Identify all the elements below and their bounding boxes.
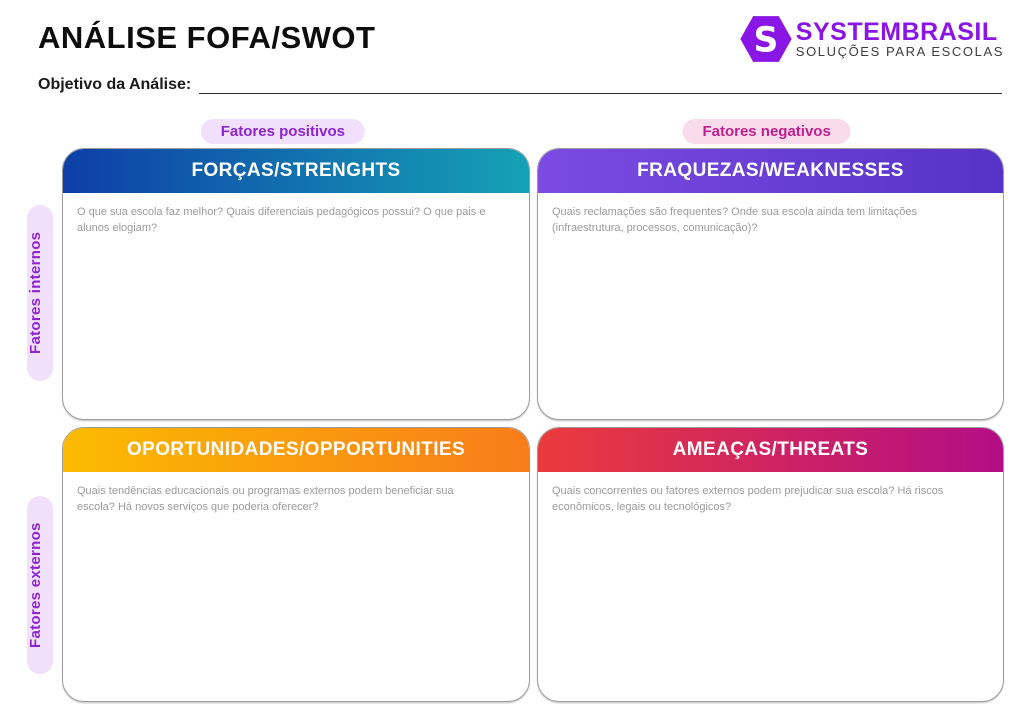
page-title: ANÁLISE FOFA/SWOT — [38, 20, 376, 55]
analysis-objective-row — [38, 76, 1002, 94]
quadrant-threats — [537, 427, 1004, 702]
quadrant-strengths-header: FORÇAS/STRENGHTS — [63, 149, 529, 193]
column-label-positive-factors: Fatores positivos — [201, 119, 365, 144]
quadrant-weaknesses-notes-area[interactable]: Quais reclamações são frequentes? Onde sua escola ainda tem limitações (infraestrutura, processos, comunicação)? — [552, 206, 918, 234]
quadrant-opportunities-header: OPORTUNIDADES/OPPORTUNITIES — [63, 428, 529, 472]
quadrant-opportunities — [62, 427, 530, 702]
quadrant-strengths — [62, 148, 530, 420]
row-label-external-factors: Fatores externos — [27, 496, 53, 674]
quadrant-weaknesses — [537, 148, 1004, 420]
brand-logo — [738, 10, 1004, 68]
quadrant-threats-header: AMEAÇAS/THREATS — [538, 428, 1003, 472]
quadrant-threats-notes-area[interactable]: Quais concorrentes ou fatores externos podem prejudicar sua escola? Há riscos econômicos, legais ou tecnológicos? — [552, 485, 944, 513]
quadrant-opportunities-notes-area[interactable]: Quais tendências educacionais ou programas externos podem beneficiar sua escola? Há novos serviços que poderia oferecer? — [77, 485, 454, 513]
analysis-objective-label: Objetivo da Análise: — [38, 76, 192, 93]
analysis-objective-input-line[interactable] — [199, 78, 1002, 94]
column-label-negative-factors: Fatores negativos — [682, 119, 850, 144]
logo-brand-name: SYSTEMBRASIL — [795, 18, 998, 47]
hexagon-s-logo-icon — [738, 10, 794, 68]
logo-text — [796, 19, 1004, 59]
quadrant-strengths-notes-area[interactable]: O que sua escola faz melhor? Quais diferenciais pedagógicos possui? O que pais e alunos elogiam? — [77, 206, 486, 234]
quadrant-weaknesses-header: FRAQUEZAS/WEAKNESSES — [538, 149, 1003, 193]
svg-text:S: S — [753, 20, 779, 61]
logo-tagline: SOLUÇÕES PARA ESCOLAS — [795, 44, 1004, 60]
row-label-internal-factors: Fatores internos — [27, 205, 53, 381]
